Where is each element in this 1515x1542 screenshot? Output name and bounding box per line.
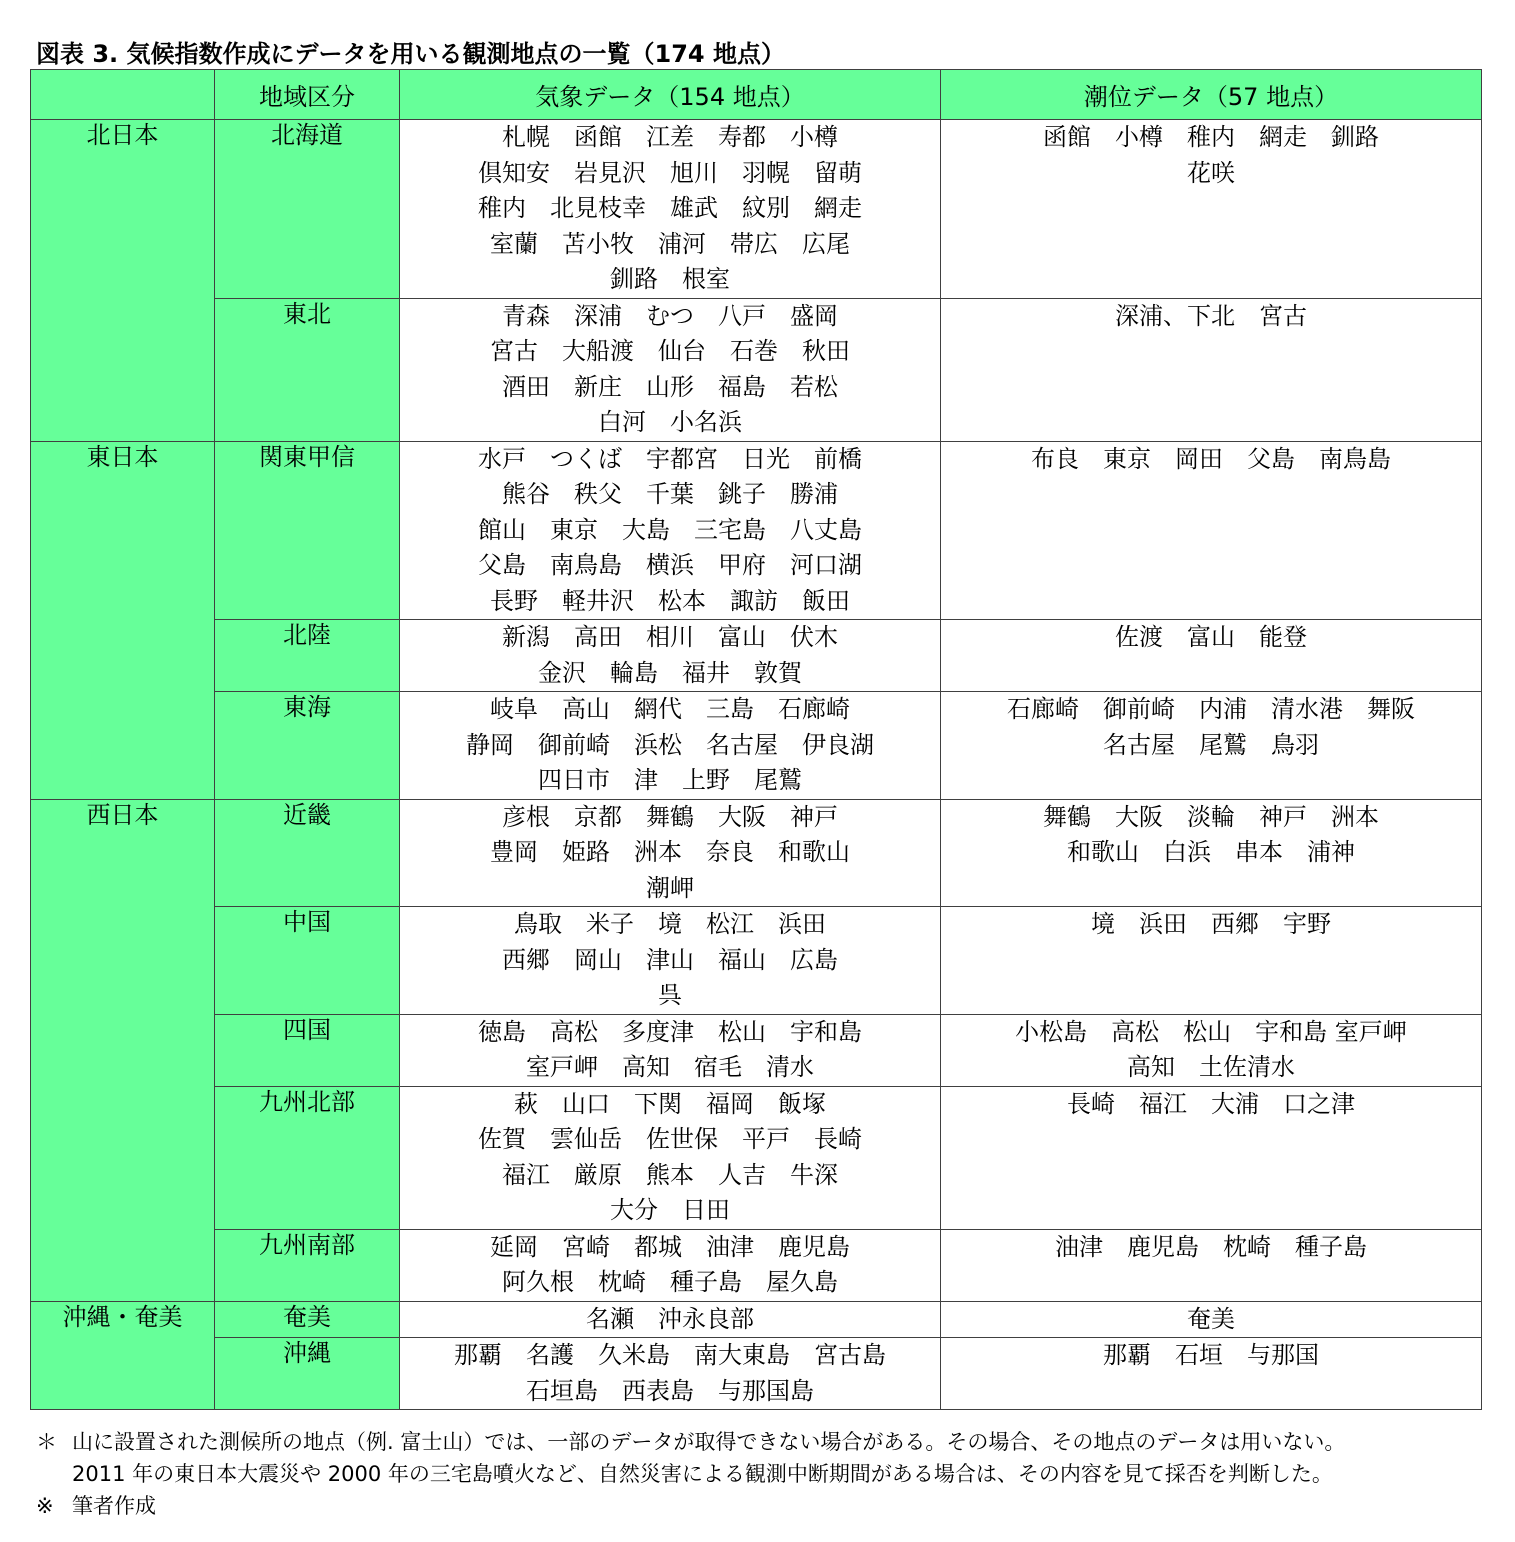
table-row <box>31 692 1482 800</box>
weather-stations-line: 水戸 つくば 宇都宮 日光 前橋 <box>478 444 862 473</box>
table-row <box>31 441 1482 620</box>
weather-stations-cell <box>400 1229 941 1301</box>
area-cell <box>215 1014 400 1086</box>
area-label: 九州北部 <box>259 1087 355 1116</box>
weather-stations-line: 岐阜 高山 網代 三島 石廊崎 <box>490 695 850 723</box>
tide-stations-cell <box>941 692 1482 800</box>
weather-stations-line: 釧路 根室 <box>610 265 730 293</box>
tide-stations-line: 高知 土佐清水 <box>1127 1053 1295 1081</box>
weather-stations-line: 徳島 高松 多度津 松山 宇和島 <box>478 1017 862 1046</box>
area-label: 関東甲信 <box>259 442 355 471</box>
header-weather-cell: 気象データ（154 地点） <box>400 70 941 120</box>
footnote-row <box>36 1426 1345 1490</box>
tide-stations-cell <box>941 799 1482 907</box>
tide-stations-cell <box>941 1338 1482 1410</box>
region-cell <box>31 441 215 799</box>
region-label: 北日本 <box>86 121 159 149</box>
weather-stations-line: 室戸岬 高知 宿毛 清水 <box>526 1053 814 1081</box>
area-cell <box>215 1229 400 1301</box>
area-label: 北海道 <box>271 121 343 149</box>
region-label: 東日本 <box>86 442 159 471</box>
tide-stations-line: 深浦、下北 宮古 <box>1115 301 1307 330</box>
table-header-row <box>31 70 1482 120</box>
footnote-row <box>36 1490 1345 1522</box>
weather-stations-cell <box>400 620 941 692</box>
tide-stations-line: 舞鶴 大阪 淡輪 神戸 洲本 <box>1043 802 1379 831</box>
tide-stations-line: 油津 鹿児島 枕崎 種子島 <box>1055 1232 1367 1261</box>
weather-stations-line: 呉 <box>658 981 682 1009</box>
tide-stations-cell <box>941 620 1482 692</box>
tide-stations-line: 和歌山 白浜 串本 浦神 <box>1067 838 1355 866</box>
tide-stations-line: 小松島 高松 松山 宇和島 室戸岬 <box>1015 1017 1407 1046</box>
weather-stations-line: 佐賀 雲仙岳 佐世保 平戸 長崎 <box>478 1125 862 1153</box>
table-row <box>31 298 1482 441</box>
weather-stations-cell <box>400 907 941 1015</box>
weather-stations-line: 酒田 新庄 山形 福島 若松 <box>502 372 838 401</box>
footnote-line: 山に設置された測候所の地点（例. 富士山）では、一部のデータが取得できない場合がある。その場合、その地点のデータは用いない。 <box>72 1430 1346 1454</box>
table-row <box>31 1014 1482 1086</box>
tide-stations-cell <box>941 441 1482 620</box>
weather-stations-line: 彦根 京都 舞鶴 大阪 神戸 <box>502 802 838 831</box>
weather-stations-cell <box>400 1014 941 1086</box>
table-row <box>31 1301 1482 1338</box>
weather-stations-line: 館山 東京 大島 三宅島 八丈島 <box>478 515 862 544</box>
table-row <box>31 120 1482 299</box>
area-label: 近畿 <box>283 800 331 829</box>
footnote-line: 2011 年の東日本大震災や 2000 年の三宅島噴火など、自然災害による観測中断期間がある場合は、その内容を見て採否を判断した。 <box>72 1462 1333 1486</box>
weather-stations-line: 父島 南鳥島 横浜 甲府 河口湖 <box>478 551 862 579</box>
area-label: 東海 <box>283 693 331 721</box>
tide-stations-line: 石廊崎 御前崎 内浦 清水港 舞阪 <box>1007 695 1415 723</box>
weather-stations-line: 長野 軽井沢 松本 諏訪 飯田 <box>490 586 850 615</box>
weather-stations-line: 潮岬 <box>646 873 694 902</box>
area-cell <box>215 620 400 692</box>
weather-stations-line: 新潟 高田 相川 富山 伏木 <box>502 623 838 651</box>
area-label: 奄美 <box>283 1302 331 1331</box>
weather-stations-line: 稚内 北見枝幸 雄武 紋別 網走 <box>478 194 862 222</box>
region-cell <box>31 1301 215 1410</box>
footnote-mark: ＊ <box>36 1430 57 1454</box>
area-cell <box>215 1086 400 1229</box>
area-cell <box>215 799 400 907</box>
weather-stations-cell <box>400 441 941 620</box>
weather-stations-cell <box>400 692 941 800</box>
tide-stations-line: 函館 小樽 稚内 網走 釧路 <box>1043 123 1379 151</box>
weather-stations-line: 名瀬 沖永良部 <box>586 1304 754 1333</box>
area-label: 中国 <box>283 908 331 936</box>
tide-stations-cell <box>941 1086 1482 1229</box>
table-row <box>31 1086 1482 1229</box>
area-label: 北陸 <box>283 621 331 649</box>
footnote-text <box>72 1426 1345 1490</box>
area-cell <box>215 298 400 441</box>
table-row <box>31 799 1482 907</box>
tide-stations-line: 境 浜田 西郷 宇野 <box>1091 910 1331 938</box>
table-row <box>31 1338 1482 1410</box>
tide-stations-cell <box>941 1014 1482 1086</box>
tide-stations-line: 長崎 福江 大浦 口之津 <box>1067 1089 1355 1118</box>
tide-stations-cell <box>941 907 1482 1015</box>
header-area-cell: 地域区分 <box>215 70 400 120</box>
footnote-line: 筆者作成 <box>72 1494 156 1518</box>
table-row <box>31 907 1482 1015</box>
area-cell <box>215 120 400 299</box>
weather-stations-line: 延岡 宮崎 都城 油津 鹿児島 <box>490 1232 850 1261</box>
tide-stations-cell <box>941 1301 1482 1338</box>
weather-stations-cell <box>400 298 941 441</box>
footnote-mark: ※ <box>36 1494 54 1518</box>
tide-stations-cell <box>941 1229 1482 1301</box>
area-label: 東北 <box>283 299 331 328</box>
tide-stations-line: 那覇 石垣 与那国 <box>1103 1341 1319 1369</box>
weather-stations-line: 石垣島 西表島 与那国島 <box>526 1376 814 1405</box>
weather-stations-line: 那覇 名護 久米島 南大東島 宮古島 <box>454 1341 886 1369</box>
tide-stations-cell <box>941 298 1482 441</box>
area-cell <box>215 441 400 620</box>
footnotes <box>36 1426 1345 1522</box>
weather-stations-cell <box>400 799 941 907</box>
weather-stations-line: 熊谷 秩父 千葉 銚子 勝浦 <box>502 480 838 508</box>
region-label: 西日本 <box>86 800 159 829</box>
weather-stations-cell <box>400 120 941 299</box>
weather-stations-cell <box>400 1338 941 1410</box>
weather-stations-line: 青森 深浦 むつ 八戸 盛岡 <box>502 301 838 330</box>
region-label: 沖縄・奄美 <box>62 1302 183 1331</box>
table-row <box>31 1229 1482 1301</box>
header-tide-cell: 潮位データ（57 地点） <box>941 70 1482 120</box>
area-label: 九州南部 <box>259 1230 355 1259</box>
weather-stations-line: 白河 小名浜 <box>598 408 742 436</box>
header-region-cell <box>31 70 215 120</box>
weather-stations-line: 豊岡 姫路 洲本 奈良 和歌山 <box>490 838 850 866</box>
tide-stations-line: 布良 東京 岡田 父島 南鳥島 <box>1031 444 1391 473</box>
tide-stations-line: 名古屋 尾鷲 鳥羽 <box>1103 730 1319 759</box>
weather-stations-line: 金沢 輪島 福井 敦賀 <box>538 658 802 687</box>
weather-stations-line: 宮古 大船渡 仙台 石巻 秋田 <box>490 337 850 365</box>
area-label: 四国 <box>283 1015 331 1044</box>
table-body <box>31 120 1482 1410</box>
weather-stations-line: 静岡 御前崎 浜松 名古屋 伊良湖 <box>466 730 874 759</box>
weather-stations-cell <box>400 1301 941 1338</box>
tide-stations-line: 佐渡 富山 能登 <box>1115 623 1307 651</box>
table-row <box>31 620 1482 692</box>
region-cell <box>31 799 215 1301</box>
weather-stations-line: 鳥取 米子 境 松江 浜田 <box>514 910 826 938</box>
weather-stations-line: 阿久根 枕崎 種子島 屋久島 <box>502 1268 838 1296</box>
area-cell <box>215 1338 400 1410</box>
region-cell <box>31 120 215 442</box>
weather-stations-cell <box>400 1086 941 1229</box>
weather-stations-line: 西郷 岡山 津山 福山 広島 <box>502 945 838 974</box>
weather-stations-line: 室蘭 苫小牧 浦河 帯広 広尾 <box>490 229 850 258</box>
area-cell <box>215 907 400 1015</box>
stations-table <box>30 69 1482 1410</box>
weather-stations-line: 四日市 津 上野 尾鷲 <box>538 766 802 794</box>
area-label: 沖縄 <box>283 1339 331 1367</box>
tide-stations-cell <box>941 120 1482 299</box>
weather-stations-line: 萩 山口 下関 福岡 飯塚 <box>514 1089 826 1118</box>
footnote-text <box>72 1490 156 1522</box>
weather-stations-line: 倶知安 岩見沢 旭川 羽幌 留萌 <box>478 158 862 187</box>
area-cell <box>215 692 400 800</box>
weather-stations-line: 福江 厳原 熊本 人吉 牛深 <box>502 1160 838 1189</box>
tide-stations-line: 奄美 <box>1187 1304 1235 1333</box>
weather-stations-line: 大分 日田 <box>610 1196 730 1224</box>
weather-stations-line: 札幌 函館 江差 寿都 小樽 <box>502 123 838 151</box>
figure-title: 図表 3. 気候指数作成にデータを用いる観測地点の一覧（174 地点） <box>36 40 785 68</box>
tide-stations-line: 花咲 <box>1187 158 1235 187</box>
area-cell <box>215 1301 400 1338</box>
